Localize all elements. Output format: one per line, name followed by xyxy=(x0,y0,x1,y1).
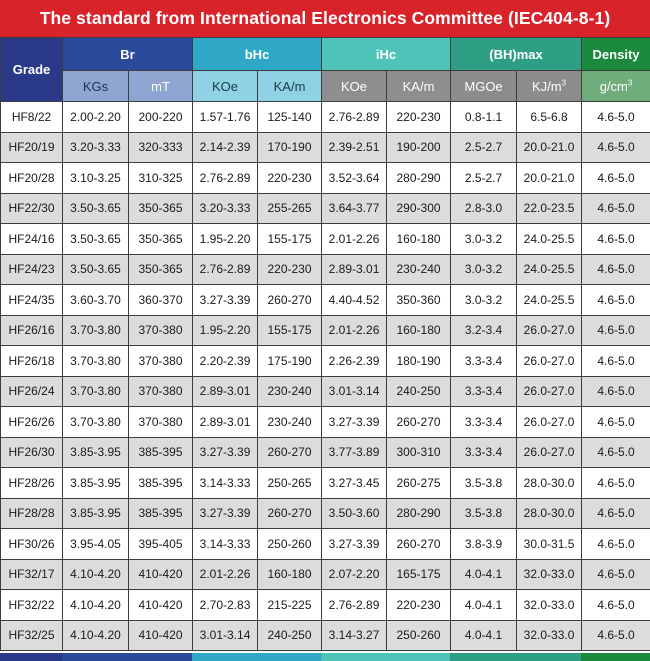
value-cell: 3.01-3.14 xyxy=(322,376,387,407)
table-row xyxy=(1,346,650,377)
value-cell: 3.14-3.33 xyxy=(193,468,258,499)
bottom-bar-br xyxy=(62,653,192,661)
value-cell: 3.14-3.27 xyxy=(322,620,387,651)
value-cell: 3.70-3.80 xyxy=(63,315,129,346)
value-cell: 3.70-3.80 xyxy=(63,407,129,438)
value-cell: 350-365 xyxy=(129,193,193,224)
value-cell: 260-270 xyxy=(258,437,322,468)
density-gcm3-unit xyxy=(582,71,650,102)
value-cell: 310-325 xyxy=(129,163,193,194)
value-cell: 410-420 xyxy=(129,620,193,651)
value-cell: 4.6-5.0 xyxy=(582,590,650,621)
table-row xyxy=(1,254,650,285)
value-cell: 4.0-4.1 xyxy=(451,590,517,621)
value-cell: 3.50-3.65 xyxy=(63,254,129,285)
grade-cell: HF28/26 xyxy=(1,468,63,499)
value-cell: 28.0-30.0 xyxy=(517,498,582,529)
value-cell: 3.50-3.60 xyxy=(322,498,387,529)
grade-cell: HF26/30 xyxy=(1,437,63,468)
value-cell: 230-240 xyxy=(258,407,322,438)
value-cell: 4.10-4.20 xyxy=(63,590,129,621)
value-cell: 410-420 xyxy=(129,559,193,590)
grade-cell: HF8/22 xyxy=(1,102,63,133)
value-cell: 2.76-2.89 xyxy=(193,163,258,194)
value-cell: 4.0-4.1 xyxy=(451,559,517,590)
value-cell: 175-190 xyxy=(258,346,322,377)
value-cell: 4.6-5.0 xyxy=(582,620,650,651)
value-cell: 3.27-3.39 xyxy=(322,529,387,560)
bottom-color-bar xyxy=(0,653,650,661)
grade-cell: HF22/30 xyxy=(1,193,63,224)
value-cell: 3.95-4.05 xyxy=(63,529,129,560)
table-row xyxy=(1,559,650,590)
ihc-kam-unit: KA/m xyxy=(387,71,451,102)
value-cell: 230-240 xyxy=(258,376,322,407)
value-cell: 250-260 xyxy=(258,529,322,560)
value-cell: 4.6-5.0 xyxy=(582,315,650,346)
value-cell: 3.8-3.9 xyxy=(451,529,517,560)
value-cell: 32.0-33.0 xyxy=(517,590,582,621)
ihc-koe-unit: KOe xyxy=(322,71,387,102)
table-row xyxy=(1,437,650,468)
table-row xyxy=(1,529,650,560)
value-cell: 240-250 xyxy=(258,620,322,651)
value-cell: 26.0-27.0 xyxy=(517,407,582,438)
value-cell: 2.76-2.89 xyxy=(322,590,387,621)
value-cell: 24.0-25.5 xyxy=(517,254,582,285)
value-cell: 3.3-3.4 xyxy=(451,437,517,468)
value-cell: 3.27-3.39 xyxy=(322,407,387,438)
value-cell: 3.85-3.95 xyxy=(63,437,129,468)
grade-cell: HF32/25 xyxy=(1,620,63,651)
value-cell: 350-365 xyxy=(129,224,193,255)
value-cell: 4.6-5.0 xyxy=(582,346,650,377)
value-cell: 26.0-27.0 xyxy=(517,437,582,468)
value-cell: 3.3-3.4 xyxy=(451,407,517,438)
value-cell: 2.01-2.26 xyxy=(322,315,387,346)
value-cell: 370-380 xyxy=(129,407,193,438)
table-row xyxy=(1,620,650,651)
value-cell: 220-230 xyxy=(258,163,322,194)
value-cell: 260-270 xyxy=(387,529,451,560)
value-cell: 3.50-3.65 xyxy=(63,193,129,224)
value-cell: 3.14-3.33 xyxy=(193,529,258,560)
value-cell: 260-270 xyxy=(387,407,451,438)
table-title: The standard from International Electronics Committee (IEC404-8-1) xyxy=(0,0,650,37)
value-cell: 6.5-6.8 xyxy=(517,102,582,133)
value-cell: 3.50-3.65 xyxy=(63,224,129,255)
value-cell: 2.39-2.51 xyxy=(322,132,387,163)
value-cell: 3.27-3.39 xyxy=(193,498,258,529)
ihc-header: iHc xyxy=(322,38,451,71)
value-cell: 3.70-3.80 xyxy=(63,346,129,377)
value-cell: 3.0-3.2 xyxy=(451,224,517,255)
value-cell: 160-180 xyxy=(258,559,322,590)
value-cell: 3.5-3.8 xyxy=(451,498,517,529)
value-cell: 360-370 xyxy=(129,285,193,316)
value-cell: 250-260 xyxy=(387,620,451,651)
grade-cell: HF26/26 xyxy=(1,407,63,438)
value-cell: 410-420 xyxy=(129,590,193,621)
value-cell: 4.6-5.0 xyxy=(582,224,650,255)
value-cell: 200-220 xyxy=(129,102,193,133)
value-cell: 250-265 xyxy=(258,468,322,499)
value-cell: 160-180 xyxy=(387,224,451,255)
br-kgs-unit: KGs xyxy=(63,71,129,102)
value-cell: 3.27-3.39 xyxy=(193,437,258,468)
value-cell: 2.5-2.7 xyxy=(451,163,517,194)
value-cell: 20.0-21.0 xyxy=(517,132,582,163)
bhmax-kjm3-unit-sup: 3 xyxy=(561,78,567,88)
value-cell: 2.5-2.7 xyxy=(451,132,517,163)
value-cell: 2.20-2.39 xyxy=(193,346,258,377)
table-row xyxy=(1,498,650,529)
value-cell: 2.07-2.20 xyxy=(322,559,387,590)
value-cell: 125-140 xyxy=(258,102,322,133)
value-cell: 3.85-3.95 xyxy=(63,498,129,529)
value-cell: 255-265 xyxy=(258,193,322,224)
value-cell: 3.5-3.8 xyxy=(451,468,517,499)
value-cell: 3.52-3.64 xyxy=(322,163,387,194)
value-cell: 4.6-5.0 xyxy=(582,193,650,224)
table-row xyxy=(1,102,650,133)
grade-cell: HF26/18 xyxy=(1,346,63,377)
value-cell: 220-230 xyxy=(387,590,451,621)
value-cell: 190-200 xyxy=(387,132,451,163)
value-cell: 155-175 xyxy=(258,224,322,255)
bhmax-mgoe-unit: MGOe xyxy=(451,71,517,102)
value-cell: 220-230 xyxy=(258,254,322,285)
value-cell: 165-175 xyxy=(387,559,451,590)
value-cell: 4.6-5.0 xyxy=(582,132,650,163)
value-cell: 3.0-3.2 xyxy=(451,285,517,316)
value-cell: 2.14-2.39 xyxy=(193,132,258,163)
value-cell: 4.6-5.0 xyxy=(582,407,650,438)
value-cell: 2.76-2.89 xyxy=(193,254,258,285)
bhmax-kjm3-unit-base: KJ/m xyxy=(531,78,562,94)
value-cell: 260-270 xyxy=(258,498,322,529)
br-mt-unit: mT xyxy=(129,71,193,102)
bhc-kam-unit: KA/m xyxy=(258,71,322,102)
value-cell: 3.01-3.14 xyxy=(193,620,258,651)
value-cell: 3.20-3.33 xyxy=(63,132,129,163)
table-row xyxy=(1,590,650,621)
value-cell: 3.70-3.80 xyxy=(63,376,129,407)
value-cell: 26.0-27.0 xyxy=(517,376,582,407)
value-cell: 370-380 xyxy=(129,315,193,346)
grade-cell: HF32/17 xyxy=(1,559,63,590)
value-cell: 30.0-31.5 xyxy=(517,529,582,560)
value-cell: 2.26-2.39 xyxy=(322,346,387,377)
table-row xyxy=(1,163,650,194)
grade-cell: HF20/28 xyxy=(1,163,63,194)
value-cell: 26.0-27.0 xyxy=(517,315,582,346)
grade-cell: HF28/28 xyxy=(1,498,63,529)
bottom-bar-bhc xyxy=(192,653,321,661)
value-cell: 180-190 xyxy=(387,346,451,377)
value-cell: 32.0-33.0 xyxy=(517,620,582,651)
value-cell: 300-310 xyxy=(387,437,451,468)
br-header: Br xyxy=(63,38,193,71)
value-cell: 160-180 xyxy=(387,315,451,346)
bottom-bar-ihc xyxy=(321,653,450,661)
grade-cell: HF24/35 xyxy=(1,285,63,316)
value-cell: 230-240 xyxy=(387,254,451,285)
grade-header: Grade xyxy=(1,38,63,102)
grade-cell: HF32/22 xyxy=(1,590,63,621)
value-cell: 4.6-5.0 xyxy=(582,498,650,529)
value-cell: 290-300 xyxy=(387,193,451,224)
value-cell: 395-405 xyxy=(129,529,193,560)
value-cell: 4.6-5.0 xyxy=(582,376,650,407)
grade-cell: HF24/16 xyxy=(1,224,63,255)
value-cell: 2.70-2.83 xyxy=(193,590,258,621)
value-cell: 240-250 xyxy=(387,376,451,407)
value-cell: 2.01-2.26 xyxy=(193,559,258,590)
grade-cell: HF26/16 xyxy=(1,315,63,346)
value-cell: 4.6-5.0 xyxy=(582,529,650,560)
value-cell: 320-333 xyxy=(129,132,193,163)
value-cell: 2.8-3.0 xyxy=(451,193,517,224)
value-cell: 3.2-3.4 xyxy=(451,315,517,346)
bottom-bar-density xyxy=(581,653,650,661)
value-cell: 0.8-1.1 xyxy=(451,102,517,133)
value-cell: 2.00-2.20 xyxy=(63,102,129,133)
density-gcm3-unit-sup: 3 xyxy=(627,78,633,88)
value-cell: 24.0-25.5 xyxy=(517,285,582,316)
value-cell: 260-270 xyxy=(258,285,322,316)
value-cell: 3.3-3.4 xyxy=(451,346,517,377)
value-cell: 370-380 xyxy=(129,346,193,377)
magnet-grade-table xyxy=(0,37,650,651)
bhmax-header: (BH)max xyxy=(451,38,582,71)
value-cell: 22.0-23.5 xyxy=(517,193,582,224)
value-cell: 4.6-5.0 xyxy=(582,559,650,590)
value-cell: 4.6-5.0 xyxy=(582,437,650,468)
value-cell: 3.60-3.70 xyxy=(63,285,129,316)
value-cell: 4.0-4.1 xyxy=(451,620,517,651)
value-cell: 1.95-2.20 xyxy=(193,224,258,255)
density-gcm3-unit-base: g/cm xyxy=(599,78,628,94)
grade-cell: HF24/23 xyxy=(1,254,63,285)
table-row xyxy=(1,407,650,438)
value-cell: 385-395 xyxy=(129,498,193,529)
bhmax-kjm3-unit xyxy=(517,71,582,102)
value-cell: 26.0-27.0 xyxy=(517,346,582,377)
grade-cell: HF30/26 xyxy=(1,529,63,560)
value-cell: 2.89-3.01 xyxy=(322,254,387,285)
value-cell: 215-225 xyxy=(258,590,322,621)
value-cell: 3.20-3.33 xyxy=(193,193,258,224)
value-cell: 28.0-30.0 xyxy=(517,468,582,499)
value-cell: 280-290 xyxy=(387,163,451,194)
value-cell: 4.6-5.0 xyxy=(582,102,650,133)
value-cell: 3.27-3.45 xyxy=(322,468,387,499)
value-cell: 350-360 xyxy=(387,285,451,316)
value-cell: 3.64-3.77 xyxy=(322,193,387,224)
bottom-bar-bhmax xyxy=(450,653,581,661)
value-cell: 4.6-5.0 xyxy=(582,468,650,499)
grade-cell: HF20/19 xyxy=(1,132,63,163)
value-cell: 3.27-3.39 xyxy=(193,285,258,316)
bhc-header: bHc xyxy=(193,38,322,71)
density-header: Density xyxy=(582,38,650,71)
value-cell: 3.77-3.89 xyxy=(322,437,387,468)
value-cell: 32.0-33.0 xyxy=(517,559,582,590)
table-row xyxy=(1,315,650,346)
value-cell: 370-380 xyxy=(129,376,193,407)
value-cell: 350-365 xyxy=(129,254,193,285)
value-cell: 20.0-21.0 xyxy=(517,163,582,194)
value-cell: 4.6-5.0 xyxy=(582,254,650,285)
value-cell: 280-290 xyxy=(387,498,451,529)
table-row xyxy=(1,468,650,499)
value-cell: 1.95-2.20 xyxy=(193,315,258,346)
table-row xyxy=(1,132,650,163)
value-cell: 2.76-2.89 xyxy=(322,102,387,133)
value-cell: 4.6-5.0 xyxy=(582,285,650,316)
value-cell: 4.10-4.20 xyxy=(63,620,129,651)
table-row xyxy=(1,376,650,407)
value-cell: 4.40-4.52 xyxy=(322,285,387,316)
value-cell: 4.10-4.20 xyxy=(63,559,129,590)
bhc-koe-unit: KOe xyxy=(193,71,258,102)
grade-cell: HF26/24 xyxy=(1,376,63,407)
value-cell: 4.6-5.0 xyxy=(582,163,650,194)
table-body xyxy=(1,102,650,651)
value-cell: 3.0-3.2 xyxy=(451,254,517,285)
value-cell: 1.57-1.76 xyxy=(193,102,258,133)
value-cell: 220-230 xyxy=(387,102,451,133)
table-row xyxy=(1,224,650,255)
value-cell: 155-175 xyxy=(258,315,322,346)
value-cell: 24.0-25.5 xyxy=(517,224,582,255)
table-row xyxy=(1,285,650,316)
value-cell: 385-395 xyxy=(129,437,193,468)
value-cell: 3.10-3.25 xyxy=(63,163,129,194)
table-row xyxy=(1,193,650,224)
bottom-bar-grade xyxy=(0,653,62,661)
value-cell: 2.89-3.01 xyxy=(193,376,258,407)
value-cell: 170-190 xyxy=(258,132,322,163)
value-cell: 385-395 xyxy=(129,468,193,499)
value-cell: 2.89-3.01 xyxy=(193,407,258,438)
value-cell: 260-275 xyxy=(387,468,451,499)
value-cell: 2.01-2.26 xyxy=(322,224,387,255)
value-cell: 3.3-3.4 xyxy=(451,376,517,407)
value-cell: 3.85-3.95 xyxy=(63,468,129,499)
